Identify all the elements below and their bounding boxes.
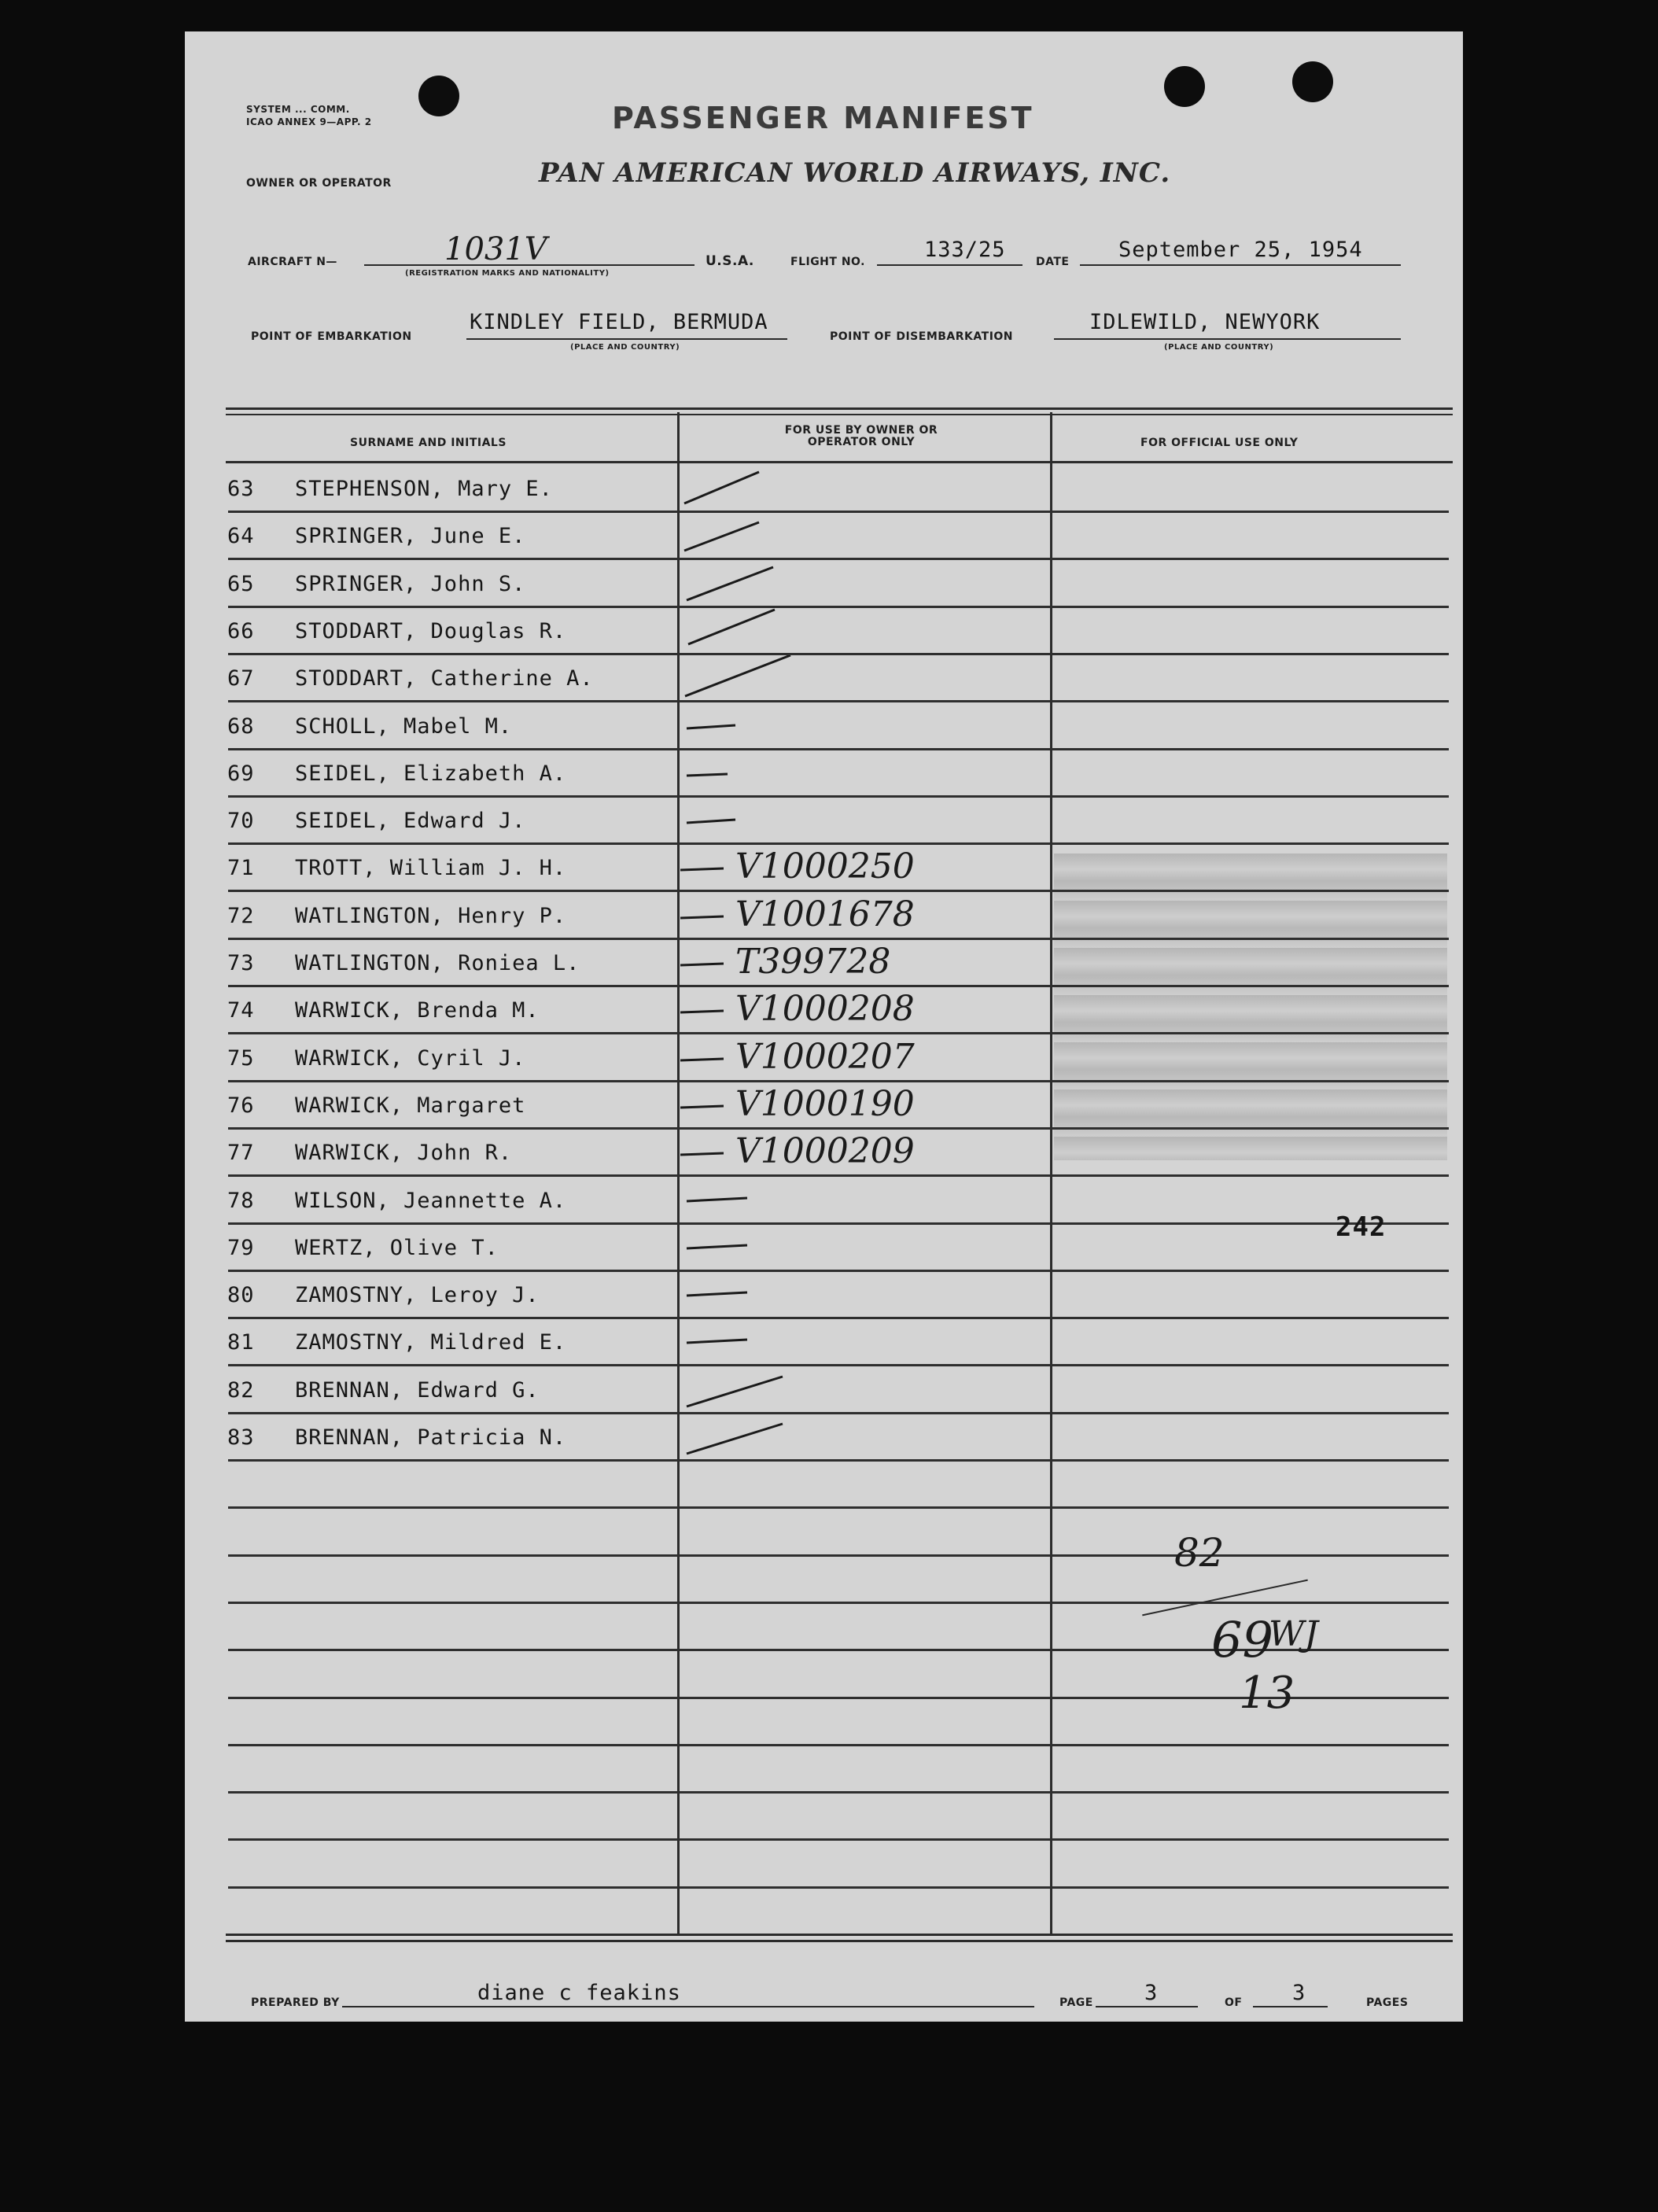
document-title: PASSENGER MANIFEST — [612, 101, 1034, 135]
passenger-row — [185, 987, 1463, 1034]
empty-row — [185, 1557, 1463, 1604]
passenger-name: ZAMOSTNY, Mildred E. — [295, 1330, 567, 1355]
passenger-name: SPRINGER, John S. — [295, 571, 526, 596]
passenger-number: 75 — [227, 1045, 255, 1071]
punch-hole-left — [418, 76, 459, 116]
empty-row — [185, 1746, 1463, 1794]
passenger-row — [185, 1082, 1463, 1130]
empty-row — [185, 1794, 1463, 1841]
passenger-row — [185, 1178, 1463, 1225]
passenger-number: 64 — [227, 524, 255, 549]
check-mark-icon — [680, 1367, 806, 1414]
passenger-row — [185, 466, 1463, 513]
passenger-name: WARWICK, Cyril J. — [295, 1045, 526, 1071]
passenger-number: 72 — [227, 903, 255, 928]
passenger-row — [185, 1367, 1463, 1414]
passenger-name: ZAMOSTNY, Leroy J. — [295, 1283, 540, 1308]
passenger-row — [185, 655, 1463, 702]
check-mark-icon — [680, 1178, 806, 1225]
visa-number: V1000250 — [735, 846, 915, 887]
form-reference-line1: SYSTEM ... COMM. — [246, 104, 350, 115]
visa-number: V1000208 — [735, 989, 915, 1030]
owner-value: PAN AMERICAN WORLD AIRWAYS, INC. — [539, 157, 1171, 189]
passenger-number: 65 — [227, 571, 255, 596]
visa-number: V1000209 — [735, 1131, 915, 1172]
of-label: OF — [1225, 1996, 1243, 2009]
passenger-name: STODDART, Catherine A. — [295, 666, 594, 691]
empty-row — [185, 1841, 1463, 1889]
passenger-name: STEPHENSON, Mary E. — [295, 477, 553, 501]
passenger-row — [185, 1225, 1463, 1272]
passenger-number: 68 — [227, 713, 255, 739]
embarkation-sublabel: (PLACE AND COUNTRY) — [570, 343, 680, 352]
page-label: PAGE — [1059, 1996, 1093, 2009]
passenger-number: 77 — [227, 1141, 255, 1166]
passenger-number: 80 — [227, 1283, 255, 1308]
column-header-official-use: FOR OFFICIAL USE ONLY — [1140, 437, 1299, 449]
prepared-by-label: PREPARED BY — [251, 1996, 340, 2009]
check-mark-icon — [680, 1272, 806, 1319]
passenger-name: BRENNAN, Patricia N. — [295, 1425, 567, 1450]
passenger-row — [185, 750, 1463, 798]
disembarkation-sublabel: (PLACE AND COUNTRY) — [1164, 343, 1274, 352]
date-label: DATE — [1036, 256, 1070, 268]
total-pages: 3 — [1292, 1981, 1306, 2005]
passenger-row — [185, 893, 1463, 940]
official-stamp-number: 242 — [1336, 1211, 1387, 1243]
passenger-name: WATLINGTON, Roniea L. — [295, 951, 580, 975]
passenger-row — [185, 1130, 1463, 1177]
visa-number: T399728 — [735, 942, 891, 982]
check-mark-icon — [680, 1414, 806, 1462]
flight-value: 133/25 — [924, 238, 1006, 262]
check-mark-icon — [680, 513, 806, 560]
passenger-row — [185, 561, 1463, 608]
check-mark-icon — [680, 466, 806, 513]
passenger-name: WARWICK, Brenda M. — [295, 998, 540, 1023]
passenger-name: WARWICK, Margaret — [295, 1093, 526, 1118]
form-reference-line2: ICAO ANNEX 9—APP. 2 — [246, 116, 372, 127]
column-header-surname: SURNAME AND INITIALS — [350, 437, 507, 449]
passenger-name: SPRINGER, June E. — [295, 524, 526, 549]
manifest-sheet — [185, 31, 1463, 2022]
passenger-row — [185, 608, 1463, 655]
passenger-number: 74 — [227, 998, 255, 1023]
passenger-number: 73 — [227, 951, 255, 975]
visa-number: V1000190 — [735, 1083, 915, 1124]
passenger-number: 66 — [227, 618, 255, 643]
visa-number: V1000207 — [735, 1036, 915, 1077]
check-mark-icon — [680, 750, 806, 798]
owner-label: OWNER OR OPERATOR — [246, 177, 392, 190]
check-mark-icon — [680, 1225, 806, 1272]
embarkation-label: POINT OF EMBARKATION — [251, 330, 412, 343]
passenger-number: 83 — [227, 1425, 255, 1450]
passenger-row — [185, 513, 1463, 560]
passenger-row — [185, 940, 1463, 987]
passenger-number: 71 — [227, 856, 255, 881]
passenger-number: 70 — [227, 809, 255, 834]
passenger-name: WATLINGTON, Henry P. — [295, 903, 567, 928]
check-mark-icon — [680, 798, 806, 845]
tally-bottom: 13 — [1239, 1668, 1295, 1719]
tally-middle: 69 — [1211, 1611, 1273, 1668]
passenger-name: STODDART, Douglas R. — [295, 618, 567, 643]
empty-row — [185, 1510, 1463, 1557]
passenger-row — [185, 1272, 1463, 1319]
punch-hole-right-2 — [1292, 61, 1333, 102]
passenger-name: SEIDEL, Elizabeth A. — [295, 761, 567, 786]
passenger-name: SCHOLL, Mabel M. — [295, 713, 513, 739]
embarkation-value: KINDLEY FIELD, BERMUDA — [470, 310, 768, 334]
disembarkation-label: POINT OF DISEMBARKATION — [830, 330, 1014, 343]
check-mark-icon — [680, 608, 806, 655]
passenger-number: 67 — [227, 666, 255, 691]
passenger-row — [185, 798, 1463, 845]
tally-top: 82 — [1174, 1530, 1225, 1576]
passenger-name: WILSON, Jeannette A. — [295, 1188, 567, 1213]
aircraft-label: AIRCRAFT N— — [248, 256, 337, 268]
passenger-number: 82 — [227, 1377, 255, 1403]
punch-hole-right-1 — [1164, 66, 1205, 107]
pages-label: PAGES — [1366, 1996, 1409, 2009]
prepared-by-value: diane c feakins — [477, 1981, 681, 2005]
passenger-name: BRENNAN, Edward G. — [295, 1377, 540, 1403]
tally-initials: WJ — [1269, 1614, 1318, 1654]
passenger-name: SEIDEL, Edward J. — [295, 809, 526, 834]
passenger-number: 78 — [227, 1188, 255, 1213]
passenger-row — [185, 1319, 1463, 1366]
table-bottom-rule — [226, 1934, 1453, 1936]
page-number: 3 — [1144, 1981, 1159, 2005]
empty-row — [185, 1462, 1463, 1509]
passenger-number: 79 — [227, 1235, 255, 1260]
check-mark-icon — [680, 1319, 806, 1366]
check-mark-icon — [680, 655, 806, 702]
date-value: September 25, 1954 — [1118, 238, 1363, 262]
passenger-number: 69 — [227, 761, 255, 786]
passenger-number: 63 — [227, 477, 255, 501]
passenger-row — [185, 1035, 1463, 1082]
check-mark-icon — [680, 561, 806, 608]
passenger-row — [185, 1414, 1463, 1462]
visa-number: V1001678 — [735, 894, 915, 935]
column-header-owner-use: FOR USE BY OWNER OR OPERATOR ONLY — [784, 424, 938, 448]
passenger-name: WERTZ, Olive T. — [295, 1235, 499, 1260]
aircraft-sublabel: (REGISTRATION MARKS AND NATIONALITY) — [405, 269, 610, 278]
passenger-row — [185, 703, 1463, 750]
flight-label: FLIGHT NO. — [790, 256, 865, 268]
passenger-row — [185, 845, 1463, 892]
passenger-number: 81 — [227, 1330, 255, 1355]
usa-label: U.S.A. — [706, 253, 754, 269]
disembarkation-value: IDLEWILD, NEWYORK — [1089, 310, 1321, 334]
aircraft-value: 1031V — [444, 231, 547, 267]
passenger-name: WARWICK, John R. — [295, 1141, 513, 1166]
passenger-name: TROTT, William J. H. — [295, 856, 567, 881]
table-top-rule — [226, 407, 1453, 410]
passenger-number: 76 — [227, 1093, 255, 1118]
check-mark-icon — [680, 703, 806, 750]
